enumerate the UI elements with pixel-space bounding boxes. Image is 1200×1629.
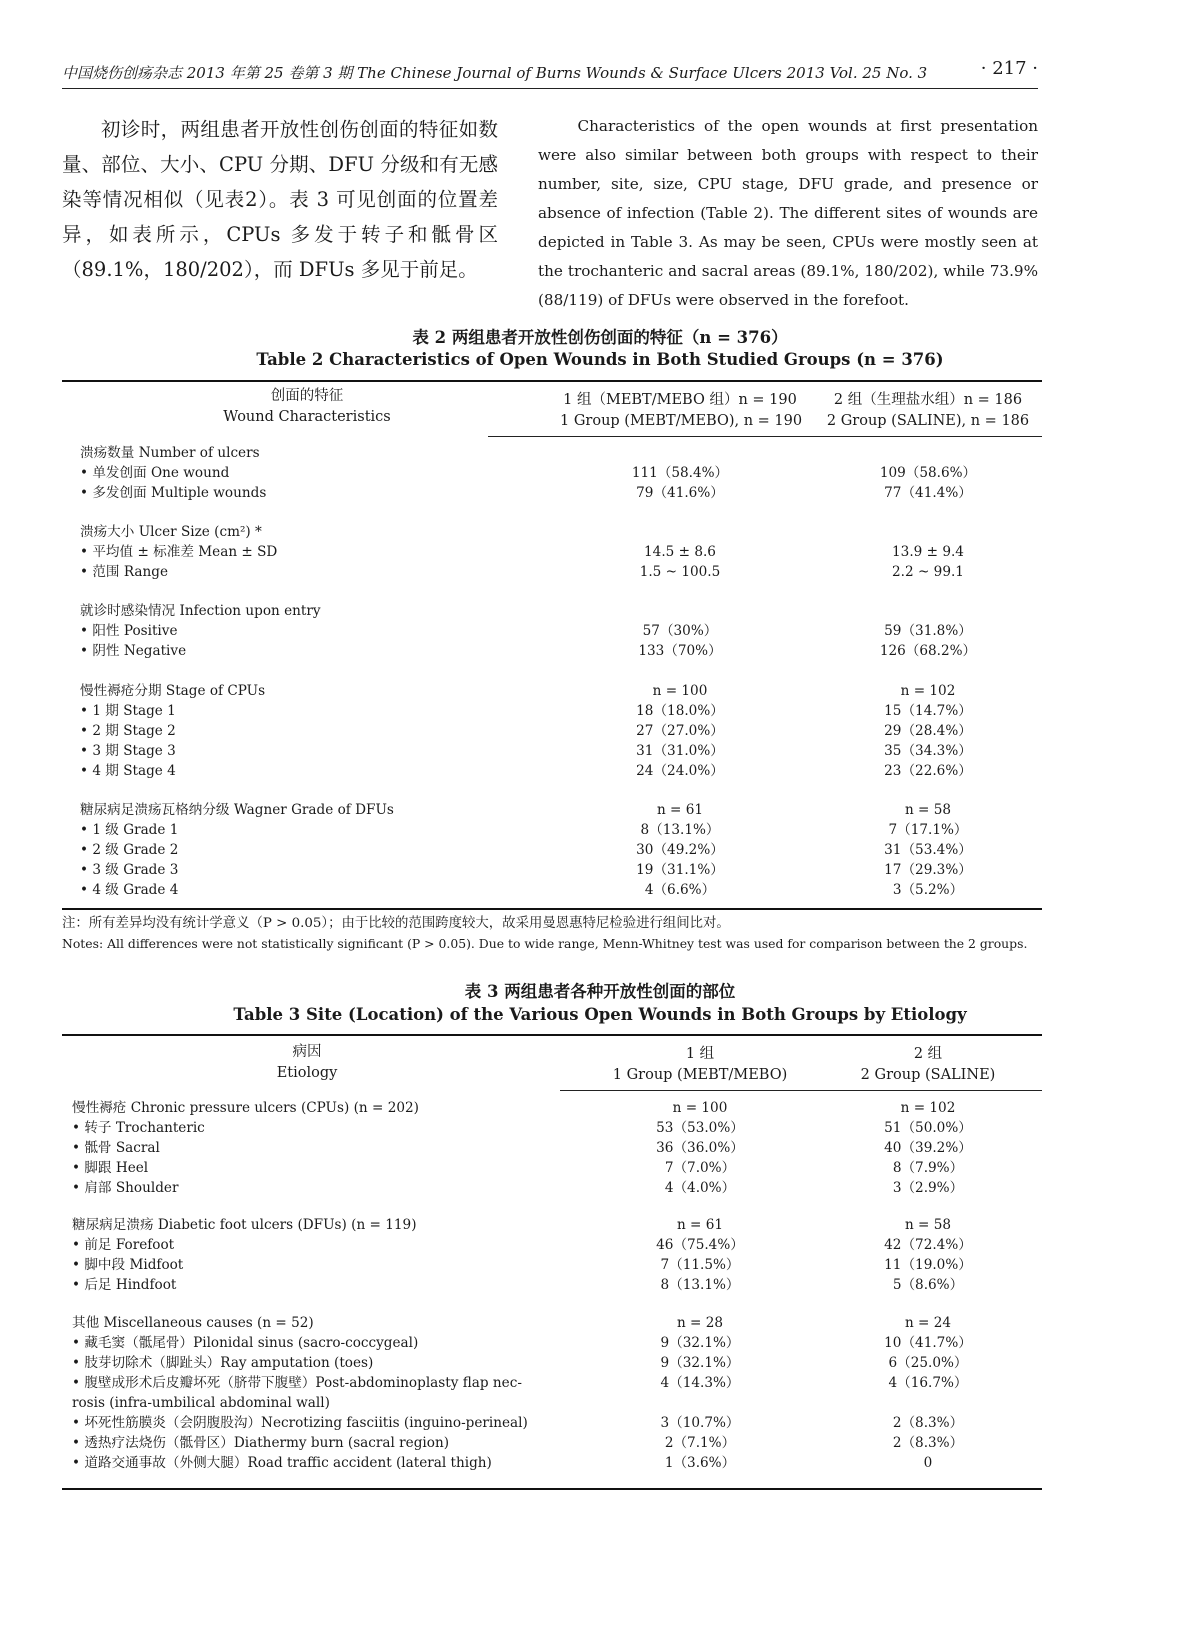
row-label: • 4 期 Stage 4 — [80, 763, 176, 779]
group2-value: 29（28.4%） — [884, 723, 972, 739]
group1-value: 31（31.0%） — [636, 743, 724, 759]
intro-paragraph-en — [538, 112, 1038, 315]
row-label: • 转子 Trochanteric — [72, 1120, 205, 1136]
table2-bottom-rule — [62, 908, 1042, 910]
row-label: • 肢芽切除术（脚趾头）Ray amputation (toes) — [72, 1355, 374, 1371]
group1-value: 79（41.6%） — [636, 485, 724, 501]
intro-text-en: Characteristics of the open wounds at first presentation were also similar between both groups with respect to their number, site, size, CPU stage, DFU grade, and presence or absence of infection (Table 2). The different sites of wounds are depicted in Table 3. As may be seen, CPUs were mostly seen at the trochanteric and sacral areas (89.1%, 180/202), while 73.9% (88/119) of DFUs were observed in the forefoot. — [538, 117, 1038, 309]
group1-value: 1（3.6%） — [664, 1455, 736, 1471]
group1-value: 111（58.4%） — [631, 465, 729, 481]
group1-value: n = 28 — [676, 1315, 724, 1331]
table3-header-rule — [560, 1090, 1042, 1091]
group2-value: 42（72.4%） — [884, 1237, 972, 1253]
group1-value: 57（30%） — [642, 623, 718, 639]
table2-note-en: Notes: All differences were not statistically significant (P > 0.05). Due to wide range, Menn-Whitney test was used for comparison between the 2 groups. — [62, 936, 1028, 951]
table2-note-zh: 注：所有差异均没有统计学意义（P > 0.05）；由于比较的范围跨度较大，故采用曼恩惠特尼检验进行组间比对。 — [62, 916, 730, 931]
group1-value: n = 100 — [672, 1100, 728, 1116]
journal-citation: 中国烧伤创疡杂志 2013 年第 25 卷第 3 期 The Chinese Journal of Burns Wounds & Surface Ulcers 2013 Vol. 25 No. 3 — [62, 64, 928, 82]
group2-value: 59（31.8%） — [884, 623, 972, 639]
row-label: 就诊时感染情况 Infection upon entry — [80, 603, 321, 619]
group2-value: 8（7.9%） — [892, 1160, 964, 1176]
group2-value: 40（39.2%） — [884, 1140, 972, 1156]
table3-col3-zh: 2 组 — [913, 1046, 943, 1062]
group2-value: 51（50.0%） — [884, 1120, 972, 1136]
group1-value: 14.5 ± 8.6 — [644, 544, 716, 560]
row-label: • 坏死性筋膜炎（会阴腹股沟）Necrotizing fasciitis (inguino-perineal) — [72, 1415, 528, 1431]
group2-value: 2.2 ~ 99.1 — [892, 564, 964, 580]
group2-value: 31（53.4%） — [884, 842, 972, 858]
table2-header-rule — [488, 436, 1042, 437]
table2-top-rule — [62, 380, 1042, 382]
table3-col3-en: 2 Group (SALINE) — [860, 1067, 996, 1083]
group1-value: 53（53.0%） — [656, 1120, 744, 1136]
intro-text-zh: 初诊时，两组患者开放性创伤创面的特征如数量、部位、大小、CPU 分期、DFU 分级和有无感染等情况相似（见表2）。表 3 可见创面的位置差异，如表所示，CPUs 多发于转子和骶骨区（89.1%，180/202），而 DFUs 多见于前足。 — [62, 118, 498, 281]
group1-value: n = 61 — [656, 802, 704, 818]
group2-value: 11（19.0%） — [884, 1257, 972, 1273]
group1-value: 4（6.6%） — [644, 882, 716, 898]
table2-col3-en: 2 Group (SALINE), n = 186 — [826, 413, 1030, 429]
group2-value: 109（58.6%） — [879, 465, 977, 481]
group1-value: 4（14.3%） — [660, 1375, 740, 1391]
row-label: • 单发创面 One wound — [80, 465, 230, 481]
group2-value: 13.9 ± 9.4 — [892, 544, 964, 560]
group2-value: 3（5.2%） — [892, 882, 964, 898]
row-label: • 腹壁成形术后皮瓣坏死（脐带下腹壁）Post-abdominoplasty flap nec- — [72, 1375, 522, 1391]
table2-col1-zh: 创面的特征 — [270, 388, 344, 404]
row-label: • 骶骨 Sacral — [72, 1140, 160, 1156]
row-label: • 3 期 Stage 3 — [80, 743, 176, 759]
group1-value: 8（13.1%） — [640, 822, 720, 838]
group2-value: n = 102 — [900, 683, 956, 699]
row-label: • 脚跟 Heel — [72, 1160, 149, 1176]
group2-value: 6（25.0%） — [888, 1355, 968, 1371]
group2-value: 15（14.7%） — [884, 703, 972, 719]
table2-header-col2 — [560, 390, 803, 432]
row-label: 溃疡大小 Ulcer Size (cm²) * — [80, 524, 262, 540]
table3-bottom-rule — [62, 1488, 1042, 1490]
row-label: • 4 级 Grade 4 — [80, 882, 179, 898]
row-label: • 范围 Range — [80, 564, 169, 580]
row-label: • 后足 Hindfoot — [72, 1277, 177, 1293]
table3-col1-en: Etiology — [276, 1065, 338, 1081]
group1-value: 3（10.7%） — [660, 1415, 740, 1431]
group1-value: n = 100 — [652, 683, 708, 699]
group2-value: 4（16.7%） — [888, 1375, 968, 1391]
group2-value: 23（22.6%） — [884, 763, 972, 779]
row-label: • 藏毛窦（骶尾骨）Pilonidal sinus (sacro-coccygeal) — [72, 1335, 419, 1351]
row-label: • 2 期 Stage 2 — [80, 723, 176, 739]
table2-caption-zh: 表 2 两组患者开放性创伤创面的特征（n = 376） — [412, 328, 788, 347]
table3-top-rule — [62, 1034, 1042, 1036]
table3-caption-zh: 表 3 两组患者各种开放性创面的部位 — [464, 982, 736, 1001]
table3-header-col2 — [580, 1044, 820, 1086]
group1-value: 36（36.0%） — [656, 1140, 744, 1156]
row-label: • 阴性 Negative — [80, 643, 187, 659]
group2-value: 17（29.3%） — [884, 862, 972, 878]
row-label: • 道路交通事故（外侧大腿）Road traffic accident (lateral thigh) — [72, 1455, 492, 1471]
group1-value: 46（75.4%） — [656, 1237, 744, 1253]
table2-caption-en: Table 2 Characteristics of Open Wounds in Both Studied Groups (n = 376) — [256, 350, 944, 369]
group2-value: 10（41.7%） — [884, 1335, 972, 1351]
row-label: • 透热疗法烧伤（骶骨区）Diathermy burn (sacral region) — [72, 1435, 450, 1451]
group2-value: 126（68.2%） — [879, 643, 977, 659]
running-header — [62, 58, 1038, 89]
group1-value: 2（7.1%） — [664, 1435, 736, 1451]
row-label: • 脚中段 Midfoot — [72, 1257, 184, 1273]
table2-col2-zh: 1 组（MEBT/MEBO 组）n = 190 — [563, 392, 797, 408]
group1-value: 1.5 ~ 100.5 — [639, 564, 721, 580]
row-label: • 平均值 ± 标准差 Mean ± SD — [80, 544, 278, 560]
table3-col2-zh: 1 组 — [685, 1046, 715, 1062]
row-label: • 2 级 Grade 2 — [80, 842, 179, 858]
table2-header-col3 — [808, 390, 1048, 432]
row-label: • 1 期 Stage 1 — [80, 703, 176, 719]
group2-value: n = 58 — [904, 802, 952, 818]
group1-value: 8（13.1%） — [660, 1277, 740, 1293]
group1-value: n = 61 — [676, 1217, 724, 1233]
group1-value: 24（24.0%） — [636, 763, 724, 779]
table3-col2-en: 1 Group (MEBT/MEBO) — [612, 1067, 788, 1083]
row-label: 慢性褥疮分期 Stage of CPUs — [80, 683, 266, 699]
group2-value: 7（17.1%） — [888, 822, 968, 838]
table3-col1-zh: 病因 — [292, 1044, 322, 1060]
table3-caption-en: Table 3 Site (Location) of the Various Open Wounds in Both Groups by Etiology — [233, 1005, 967, 1024]
group1-value: 19（31.1%） — [636, 862, 724, 878]
group2-value: 5（8.6%） — [892, 1277, 964, 1293]
group1-value: 133（70%） — [638, 643, 722, 659]
group1-value: 4（4.0%） — [664, 1180, 736, 1196]
table3-header-col3 — [808, 1044, 1048, 1086]
group2-value: 2（8.3%） — [892, 1415, 964, 1431]
row-label: 其他 Miscellaneous causes (n = 52) — [72, 1315, 314, 1331]
group2-value: n = 102 — [900, 1100, 956, 1116]
table2-col2-en: 1 Group (MEBT/MEBO), n = 190 — [560, 413, 803, 429]
group1-value: 9（32.1%） — [660, 1335, 740, 1351]
group2-value: 0 — [923, 1455, 933, 1471]
row-label: 溃疡数量 Number of ulcers — [80, 445, 260, 461]
row-label: • 3 级 Grade 3 — [80, 862, 179, 878]
row-label: 糖尿病足溃疡瓦格纳分级 Wagner Grade of DFUs — [80, 802, 394, 818]
table2-col1-en: Wound Characteristics — [223, 409, 391, 425]
group1-value: 18（18.0%） — [636, 703, 724, 719]
row-label: • 1 级 Grade 1 — [80, 822, 179, 838]
table2-col3-zh: 2 组（生理盐水组）n = 186 — [833, 392, 1023, 408]
row-label: • 多发创面 Multiple wounds — [80, 485, 267, 501]
group2-value: n = 24 — [904, 1315, 952, 1331]
group2-value: 2（8.3%） — [892, 1435, 964, 1451]
row-label: • 阳性 Positive — [80, 623, 178, 639]
group1-value: 30（49.2%） — [636, 842, 724, 858]
group2-value: 35（34.3%） — [884, 743, 972, 759]
group2-value: n = 58 — [904, 1217, 952, 1233]
row-label: rosis (infra-umbilical abdominal wall) — [72, 1395, 330, 1411]
group2-value: 3（2.9%） — [892, 1180, 964, 1196]
table2-header-col1 — [62, 386, 552, 428]
group1-value: 9（32.1%） — [660, 1355, 740, 1371]
row-label: • 肩部 Shoulder — [72, 1180, 179, 1196]
group1-value: 7（11.5%） — [660, 1257, 740, 1273]
row-label: 糖尿病足溃疡 Diabetic foot ulcers (DFUs) (n = 119) — [72, 1217, 417, 1233]
group1-value: 7（7.0%） — [664, 1160, 736, 1176]
intro-paragraph-zh — [62, 112, 498, 287]
page-number: · 217 · — [980, 58, 1038, 79]
group2-value: 77（41.4%） — [884, 485, 972, 501]
table3-header-col1 — [62, 1042, 552, 1084]
row-label: 慢性褥疮 Chronic pressure ulcers (CPUs) (n = 202) — [72, 1100, 419, 1116]
row-label: • 前足 Forefoot — [72, 1237, 175, 1253]
group1-value: 27（27.0%） — [636, 723, 724, 739]
